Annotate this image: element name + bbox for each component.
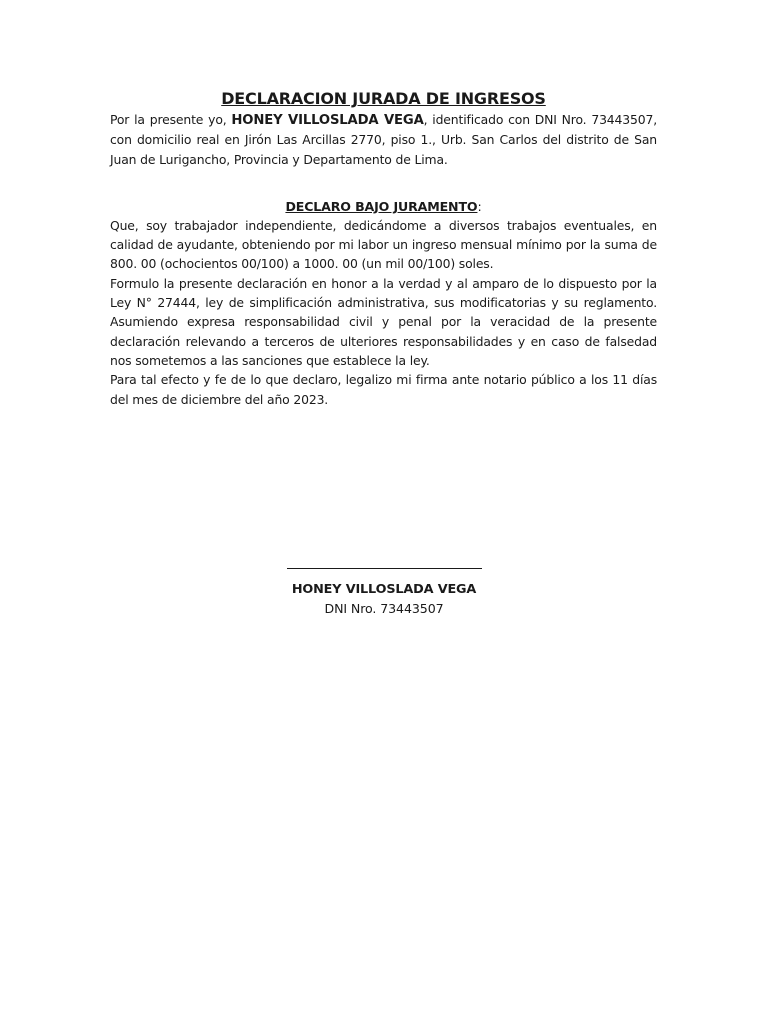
legal-paragraph: Formulo la presente declaración en honor a la verdad y al amparo de lo dispuesto por la Ley N° 27444, ley de simplificación administrativa, sus modificatorias y su reglamento. Asumiendo expresa responsabilidad civil y penal por la veracidad de la presente declaración relevando a terceros de ulteriores responsabilidades y en caso de falsedad nos sometemos a las sanciones que establece la ley.	[110, 275, 657, 368]
intro-paragraph	[110, 110, 657, 169]
intro-before-name: Por la presente yo,	[110, 112, 232, 127]
closing-paragraph: Para tal efecto y fe de lo que declaro, legalizo mi firma ante notario público a los 11 días del mes de diciembre del año 2023.	[110, 372, 657, 407]
signature-line	[287, 568, 482, 569]
signature-block	[0, 548, 768, 618]
declarant-name: HONEY VILLOSLADA VEGA	[231, 113, 424, 128]
document-title: DECLARACION JURADA DE INGRESOS	[221, 89, 546, 108]
signature-dni: DNI Nro. 73443507	[324, 601, 444, 616]
intro-after-name: , identificado con DNI Nro. 73443507, con domicilio real en Jirón Las Arcillas 2770, piso 1., Urb. San Carlos del distrito de San Juan de Lurigancho, Provincia y Departamento de Lima.	[110, 112, 657, 167]
signature-name: HONEY VILLOSLADA VEGA	[291, 582, 477, 597]
declaration-heading-suffix: :	[477, 198, 482, 214]
document-body	[110, 88, 657, 409]
declaration-heading	[110, 197, 657, 216]
declaration-heading-text: DECLARO BAJO JURAMENTO	[285, 198, 478, 214]
income-paragraph: Que, soy trabajador independiente, dedicándome a diversos trabajos eventuales, en calidad de ayudante, obteniendo por mi labor un ingreso mensual mínimo por la suma de 800. 00 (ochocientos 00/100) a 1000. 00 (un mil 00/100) soles.	[110, 217, 657, 272]
